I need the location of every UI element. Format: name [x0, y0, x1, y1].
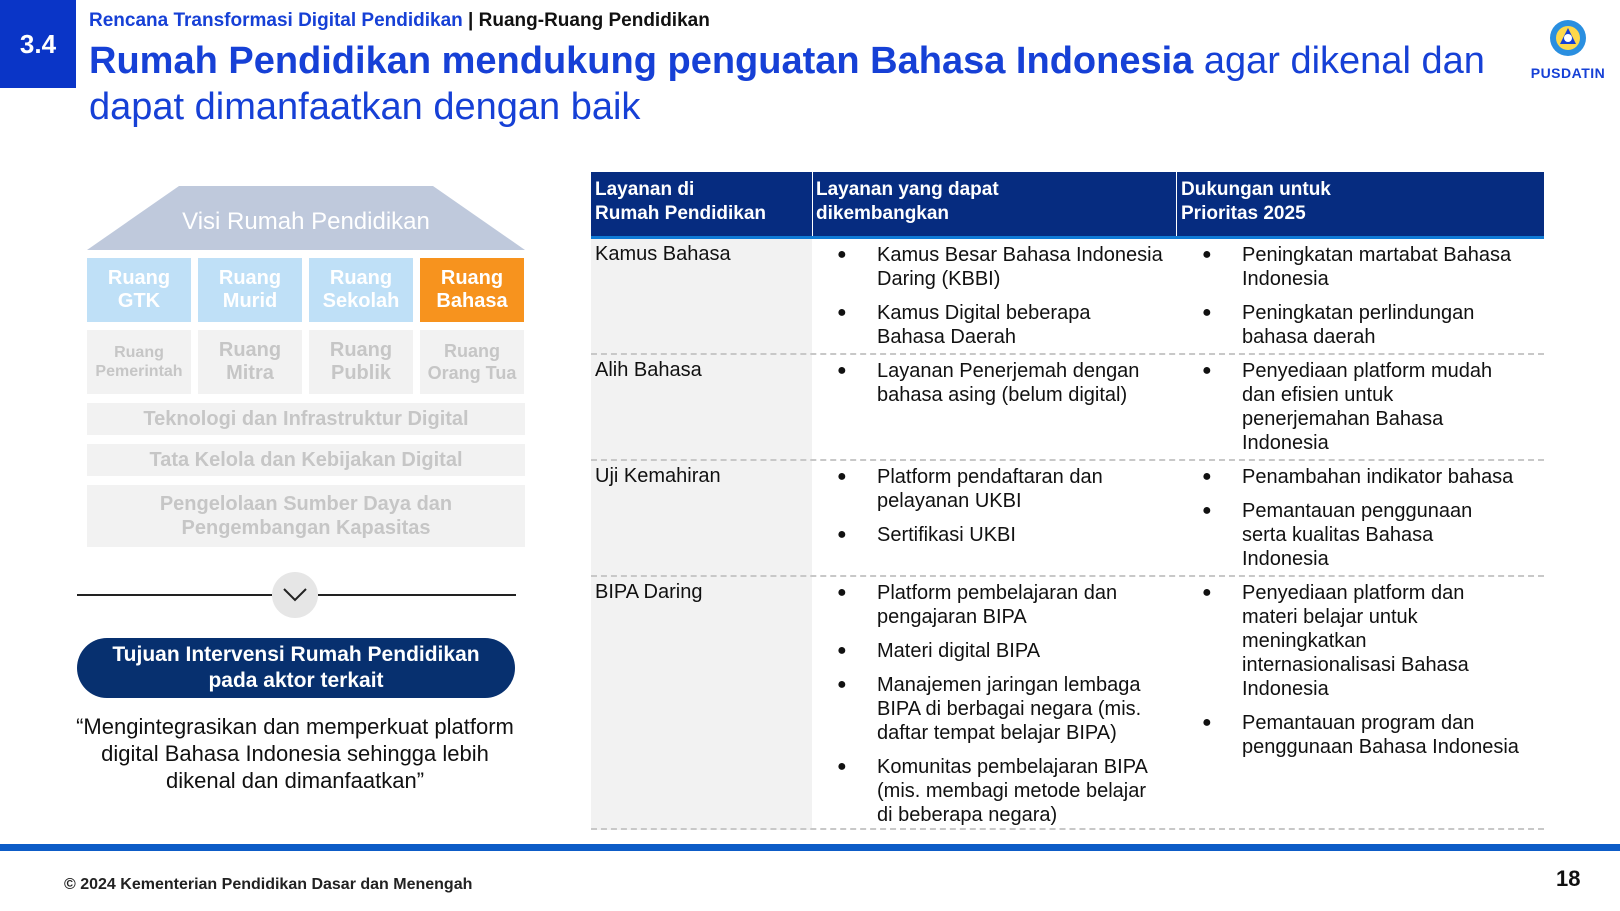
- list-item: ● Kamus Besar Bahasa Indonesia Daring (KBBI): [837, 244, 1163, 290]
- section-badge: 3.4: [0, 0, 76, 88]
- roof-label: Visi Rumah Pendidikan: [182, 208, 430, 235]
- breadcrumb: [89, 10, 710, 32]
- service-name: Alih Bahasa: [595, 359, 702, 381]
- bullet-icon: ●: [837, 526, 847, 543]
- breadcrumb-part1: Rencana Transformasi Digital Pendidikan: [89, 10, 463, 31]
- bar-teknologi: Teknologi dan Infrastruktur Digital: [87, 403, 525, 435]
- bullet-icon: ●: [1202, 362, 1212, 379]
- page-title-rest: agar dikenal dan dapat dimanfaatkan dengan baik: [89, 40, 1485, 128]
- service-name: Kamus Bahasa: [595, 243, 731, 265]
- list-item: ● Penambahan indikator bahasa: [1202, 466, 1514, 488]
- support-list: [1202, 581, 1519, 769]
- bar-tata-kelola: Tata Kelola dan Kebijakan Digital: [87, 444, 525, 476]
- room-sekolah: Ruang Sekolah: [309, 258, 413, 322]
- list-item: ● Kamus Digital beberapa Bahasa Daerah: [837, 302, 1091, 348]
- header-dukungan: Dukungan untuk Prioritas 2025: [1181, 179, 1331, 224]
- objective-pill: Tujuan Intervensi Rumah Pendidikan pada aktor terkait: [77, 638, 515, 698]
- bullet-icon: ●: [837, 304, 847, 321]
- bullet-icon: ●: [837, 362, 847, 379]
- bullet-icon: ●: [1202, 246, 1212, 263]
- chevron-down-icon: [272, 572, 318, 618]
- bullet-icon: ●: [1202, 304, 1212, 321]
- list-item: ● Peningkatan martabat Bahasa Indonesia: [1202, 244, 1512, 290]
- room-mitra: Ruang Mitra: [198, 330, 302, 394]
- support-list: [1202, 465, 1514, 581]
- table-header: [591, 172, 1544, 239]
- develop-list: [837, 243, 1163, 359]
- room-publik: Ruang Publik: [309, 330, 413, 394]
- develop-list: [837, 359, 1140, 417]
- page-title: [89, 38, 1529, 130]
- bar-pengelolaan: Pengelolaan Sumber Daya dan Pengembangan Kapasitas: [87, 485, 525, 547]
- room-gtk: Ruang GTK: [87, 258, 191, 322]
- bullet-icon: ●: [837, 642, 847, 659]
- divider-right: [318, 594, 516, 596]
- support-list: [1202, 243, 1512, 359]
- develop-list: [837, 465, 1103, 557]
- bullet-icon: ●: [837, 758, 847, 775]
- table-row: [591, 239, 1544, 355]
- list-item: ● Manajemen jaringan lembaga BIPA di berbagai negara (mis. daftar tempat belajar BIPA): [837, 674, 1142, 744]
- list-item: ● Penyediaan platform dan materi belajar untuk meningkatkan internasionalisasi Bahasa Indonesia: [1202, 582, 1469, 700]
- logo-text: PUSDATIN: [1530, 65, 1606, 81]
- breadcrumb-part2: Ruang-Ruang Pendidikan: [478, 10, 710, 31]
- develop-list: [837, 581, 1148, 837]
- bullet-icon: ●: [1202, 468, 1212, 485]
- list-item: ● Penyediaan platform mudah dan efisien untuk penerjemahan Bahasa Indonesia: [1202, 360, 1493, 454]
- divider-left: [77, 594, 272, 596]
- bullet-icon: ●: [1202, 714, 1212, 731]
- room-murid: Ruang Murid: [198, 258, 302, 322]
- table-row: [591, 461, 1544, 577]
- list-item: ● Layanan Penerjemah dengan bahasa asing (belum digital): [837, 360, 1140, 406]
- bullet-icon: ●: [1202, 584, 1212, 601]
- list-item: ● Pemantauan penggunaan serta kualitas Bahasa Indonesia: [1202, 500, 1473, 570]
- house-diagram: [87, 186, 525, 250]
- house-roof: [87, 186, 525, 250]
- page-number: 18: [1556, 866, 1581, 891]
- breadcrumb-separator: |: [462, 10, 479, 31]
- pusdatin-logo: [1528, 18, 1608, 81]
- table-row: [591, 355, 1544, 461]
- bullet-icon: ●: [837, 246, 847, 263]
- list-item: ● Materi digital BIPA: [837, 640, 1041, 662]
- service-name: BIPA Daring: [595, 581, 703, 603]
- service-name: Uji Kemahiran: [595, 465, 721, 487]
- support-list: [1202, 359, 1493, 465]
- room-pemerintah: Ruang Pemerintah: [87, 330, 191, 394]
- page-title-bold: Rumah Pendidikan mendukung penguatan Bahasa Indonesia: [89, 40, 1194, 82]
- list-item: ● Komunitas pembelajaran BIPA (mis. membagi metode belajar di beberapa negara): [837, 756, 1148, 826]
- bullet-icon: ●: [837, 584, 847, 601]
- footer-copyright: © 2024 Kementerian Pendidikan Dasar dan Menengah: [64, 876, 473, 893]
- footer-line: [0, 844, 1620, 851]
- list-item: ● Sertifikasi UKBI: [837, 524, 1016, 546]
- list-item: ● Platform pembelajaran dan pengajaran BIPA: [837, 582, 1118, 628]
- bullet-icon: ●: [837, 468, 847, 485]
- objective-quote: “Mengintegrasikan dan memperkuat platform digital Bahasa Indonesia sehingga lebih dikenal dan dimanfaatkan”: [76, 714, 514, 793]
- header-layanan: Layanan di Rumah Pendidikan: [595, 179, 767, 224]
- list-item: ● Platform pendaftaran dan pelayanan UKBI: [837, 466, 1103, 512]
- emblem-icon: [1548, 18, 1588, 58]
- room-orang-tua: Ruang Orang Tua: [420, 330, 524, 394]
- room-bahasa: Ruang Bahasa: [420, 258, 524, 322]
- bullet-icon: ●: [837, 676, 847, 693]
- bullet-icon: ●: [1202, 502, 1212, 519]
- table-row: [591, 577, 1544, 830]
- list-item: ● Peningkatan perlindungan bahasa daerah: [1202, 302, 1475, 348]
- list-item: ● Pemantauan program dan penggunaan Bahasa Indonesia: [1202, 712, 1519, 758]
- header-dikembangkan: Layanan yang dapat dikembangkan: [816, 179, 999, 224]
